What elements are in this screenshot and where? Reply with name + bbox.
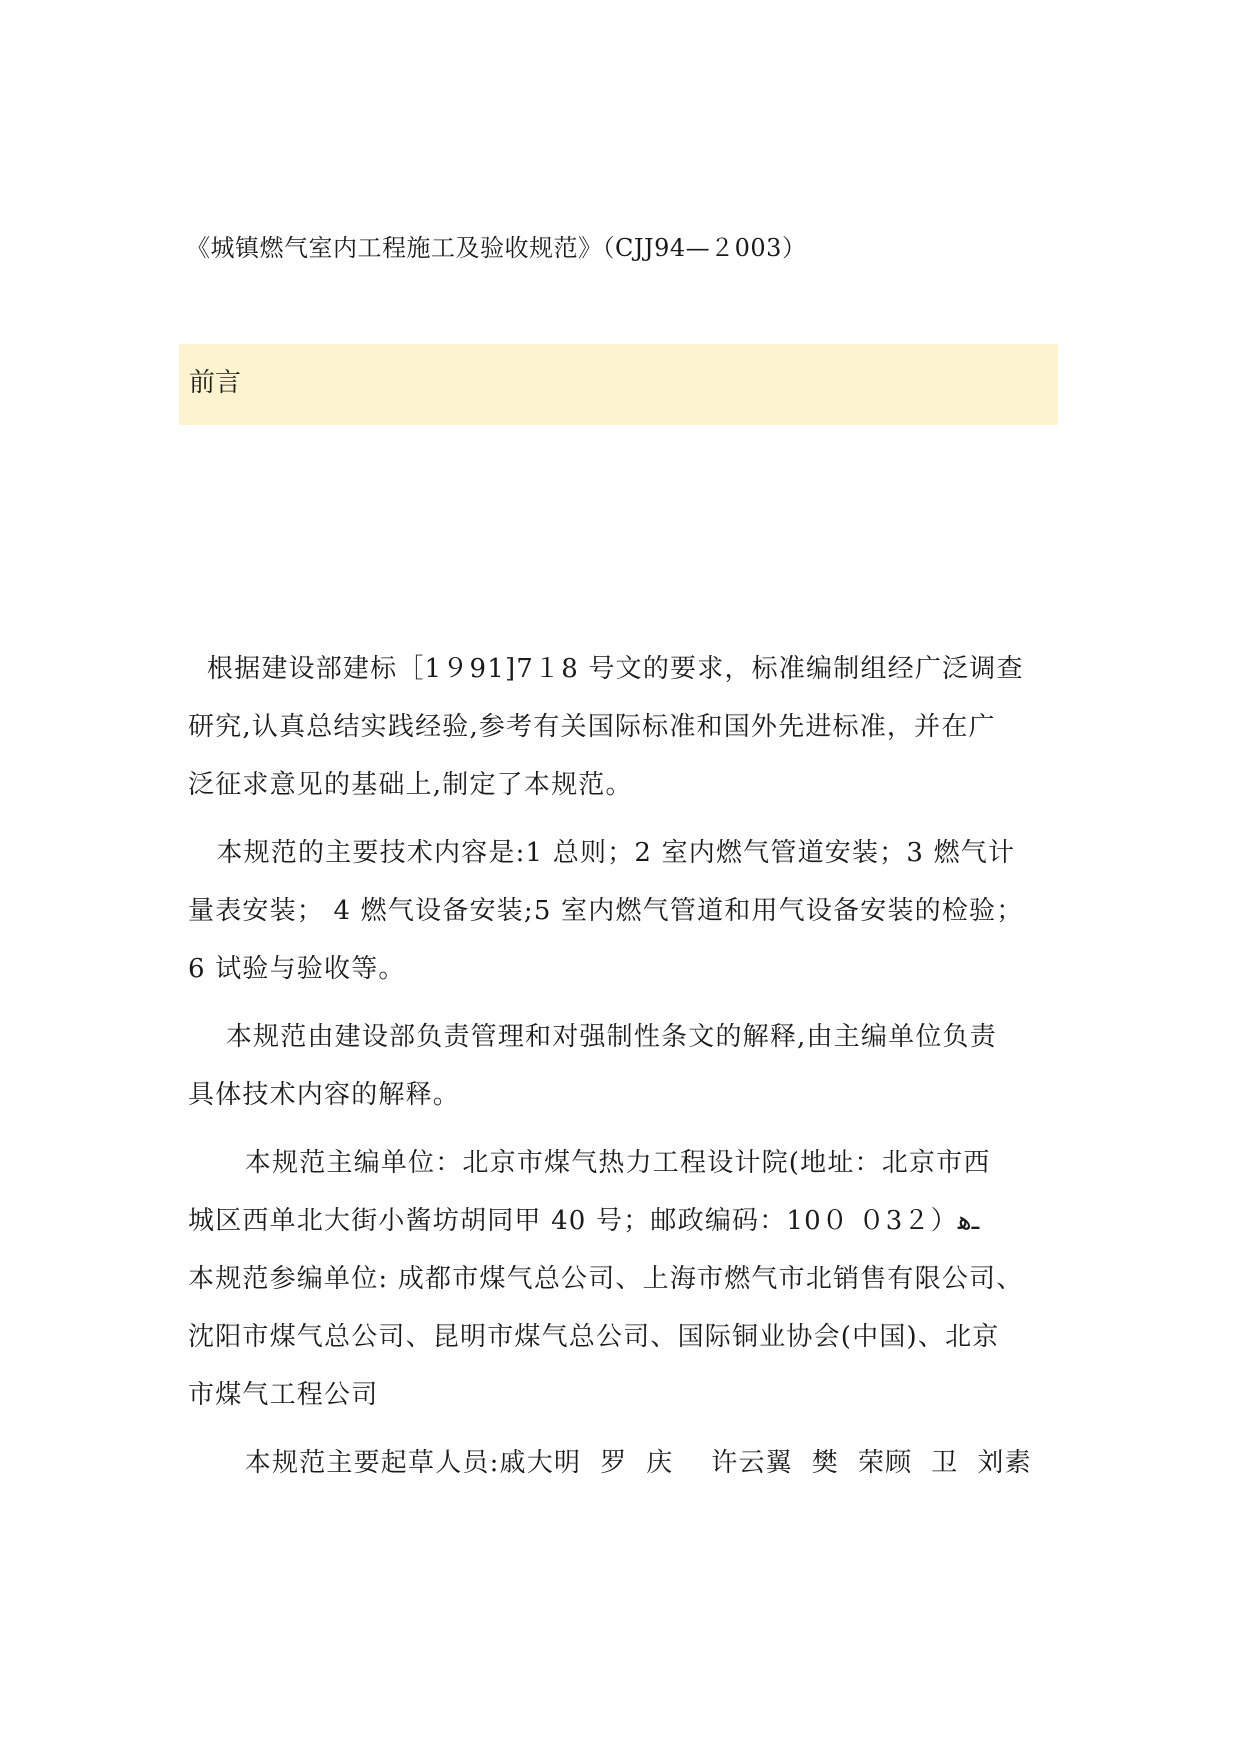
text-line: 市煤气工程公司 xyxy=(188,1380,379,1410)
text-line: 沈阳市煤气总公司、昆明市煤气总公司、国际铜业协会(中国)、北京 xyxy=(188,1322,1000,1352)
section-heading: 前言 xyxy=(189,368,242,398)
text-line: 6 试验与验收等。 xyxy=(188,954,406,984)
text-line: 泛征求意见的基础上,制定了本规范。 xyxy=(188,770,633,800)
text-line: 本规范主要起草人员:戚大明 罗 庆 许云翼 樊 荣顾 卫 刘素 xyxy=(188,1448,1032,1478)
text-line: 根据建设部建标［1９91]7１8 号文的要求，标准编制组经广泛调查 xyxy=(188,654,1024,684)
text-line: 具体技术内容的解释。 xyxy=(188,1080,461,1110)
text-line: 本规范的主要技术内容是:1 总则；2 室内燃气管道安装；3 燃气计 xyxy=(188,838,1016,868)
paragraph-drafters xyxy=(188,1434,1058,1492)
paragraph-management xyxy=(188,1008,1058,1124)
paragraph-editing-units xyxy=(188,1134,1058,1424)
preface-highlight-band xyxy=(179,344,1058,425)
text-line: 本规范主编单位：北京市煤气热力工程设计院(地址：北京市西 xyxy=(188,1148,991,1178)
body-text xyxy=(188,640,1058,1492)
text-line: 城区西单北大街小酱坊胡同甲 40 号；邮政编码：10０ ０3２）ـﻫ xyxy=(188,1206,980,1236)
document-title: 《城镇燃气室内工程施工及验收规范》（CJJ94—２003） xyxy=(186,234,807,262)
text-line: 本规范参编单位: 成都市煤气总公司、上海市燃气市北销售有限公司、 xyxy=(188,1264,1024,1294)
paragraph-basis xyxy=(188,640,1058,814)
paragraph-contents xyxy=(188,824,1058,998)
text-line: 研究,认真总结实践经验,参考有关国际标准和国外先进标准，并在广 xyxy=(188,712,996,742)
text-line: 本规范由建设部负责管理和对强制性条文的解释,由主编单位负责 xyxy=(188,1022,997,1052)
text-line: 量表安装； 4 燃气设备安装;5 室内燃气管道和用气设备安装的检验； xyxy=(188,896,1024,926)
